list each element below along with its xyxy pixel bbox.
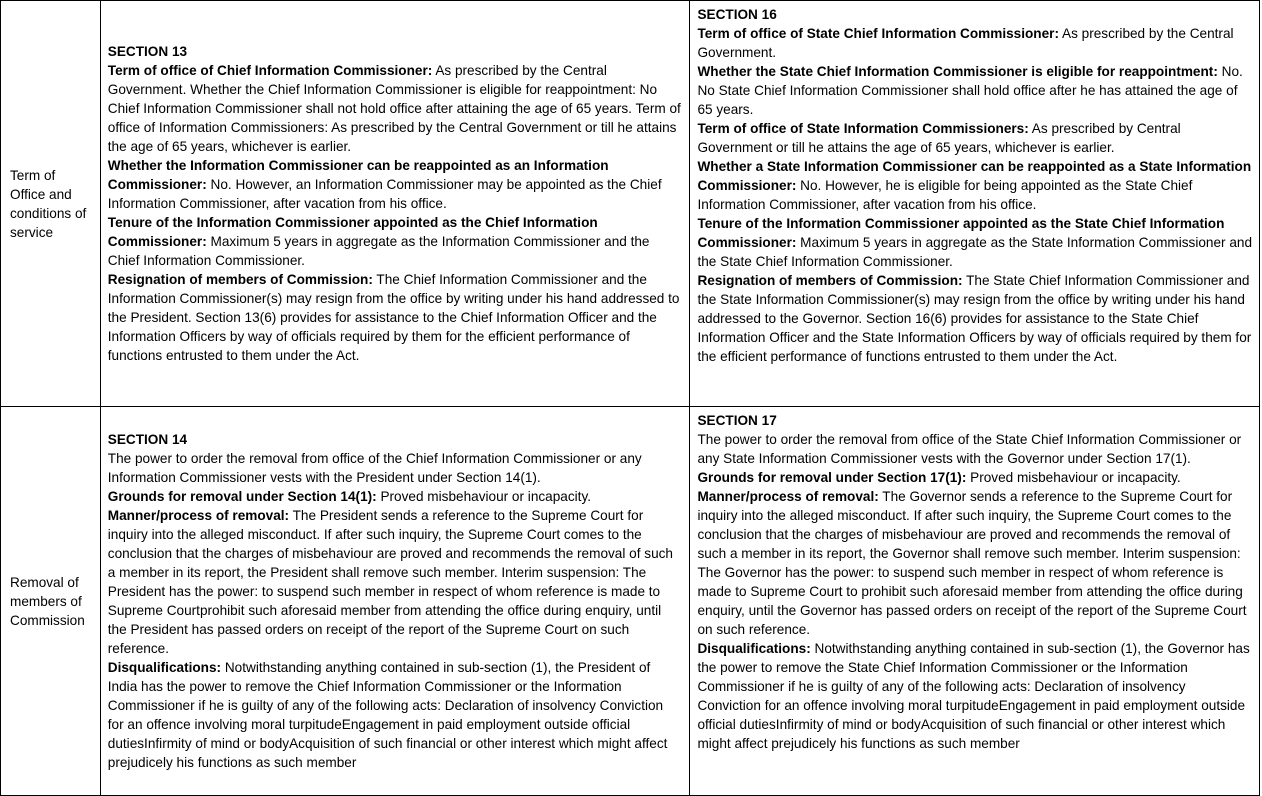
table-row — [1, 1, 1260, 407]
state-cell — [690, 1, 1260, 407]
paragraph: Resignation of members of Commission: The Chief Information Commissioner and the Information Commissioner(s) may resign from the office by writing under his hand addressed to the President. Section 13(6) provides for assistance to the Chief Information Officer and the Information Officers by way of officials required by them for the efficient performance of functions entrusted to them under the Act. — [107, 272, 680, 363]
paragraph: Whether the Information Commissioner can be reappointed as an Information Commissioner: No. However, an Information Commissioner may be appointed as the Chief Information Commissioner, after vacation from his office. — [107, 158, 662, 211]
paragraph: Term of office of State Chief Information Commissioner: As prescribed by the Central Government. — [697, 26, 1234, 60]
paragraph: Whether the State Chief Information Commissioner is eligible for reappointment: No. No State Chief Information Commissioner shall hold office after he has attained the age of 65 years. — [697, 64, 1243, 117]
paragraph: Tenure of the Information Commissioner appointed as the State Chief Information Commissioner: Maximum 5 years in aggregate as the State Information Commissioner and the State Chief Information Commissioner. — [697, 216, 1253, 269]
row-label: Removal of members of Commission — [1, 407, 101, 796]
section-heading: SECTION 13 — [107, 44, 188, 59]
paragraph: Grounds for removal under Section 14(1): Proved misbehaviour or incapacity. — [107, 489, 592, 504]
state-cell — [690, 407, 1260, 796]
paragraph: Tenure of the Information Commissioner appointed as the Chief Information Commissioner: Maximum 5 years in aggregate as the Information Commissioner and the Chief Information Commissioner. — [107, 215, 650, 268]
row-label: Term of Office and conditions of service — [1, 1, 101, 407]
paragraph: Disqualifications: Notwithstanding anything contained in sub-section (1), the Governor has the power to remove the State Chief Information Commissioner or the Information Commissioner if he is guilty of any of the following acts: Declaration of insolvency Conviction for an offence involving moral turpitudeEngagement in paid employment outside official dutiesInfirmity of mind or bodyAcquisition of such financial or other interest which might affect prejudicely his functions as such member — [697, 641, 1250, 751]
paragraph: Manner/process of removal: The Governor sends a reference to the Supreme Court for inquiry into the alleged misconduct. If after such inquiry, the Supreme Court comes to the conclusion that the charges of misbehaviour are proved and recommends the removal of such a member in its report, the Governor shall remove such member. Interim suspension: The Governor has the power: to suspend such member in respect of whom reference is made to Supreme Court to prohibit such aforesaid member from attending the office during enquiry, until the Governor has passed orders on receipt of the report of the Supreme Court on such reference. — [697, 489, 1247, 637]
paragraph: Manner/process of removal: The President sends a reference to the Supreme Court for inquiry into the alleged misconduct. If after such inquiry, the Supreme Court comes to the conclusion that the charges of misbehaviour are proved and recommends the removal of such a member in its report, the President shall remove such member. Interim suspension: The President has the power: to suspend such member in respect of whom reference is made to Supreme Courtprohibit such aforesaid member from attending the office during enquiry, until the President has passed orders on receipt of the report of the Supreme Court on such reference. — [107, 508, 673, 656]
paragraph: The power to order the removal from office of the State Chief Information Commissioner or any State Information Commissioner vests with the Governor under Section 17(1). — [697, 432, 1242, 466]
paragraph: Disqualifications: Notwithstanding anything contained in sub-section (1), the President of India has the power to remove the Chief Information Commissioner or the Information Commissioner if he is guilty of any of the following acts: Declaration of insolvency Conviction for an offence involving moral turpitudeEngagement in paid employment outside official dutiesInfirmity of mind or bodyAcquisition of such financial or other interest which might affect prejudicely his functions as such member — [107, 660, 668, 770]
table-row — [1, 407, 1260, 796]
section-heading: SECTION 17 — [697, 413, 777, 428]
paragraph: Term of office of State Information Commissioners: As prescribed by Central Government or till he attains the age of 65 years, whichever is earlier. — [697, 121, 1181, 155]
paragraph: The power to order the removal from office of the Chief Information Commissioner or any Information Commissioner vests with the President under Section 14(1). — [107, 451, 642, 485]
central-cell — [100, 1, 690, 407]
paragraph: Grounds for removal under Section 17(1): Proved misbehaviour or incapacity. — [697, 470, 1181, 485]
paragraph: Term of office of Chief Information Commissioner: As prescribed by the Central Government. Whether the Chief Information Commissioner is eligible for reappointment: No Chief Information Commissioner shall not hold office after attaining the age of 65 years. Term of office of Information Commissioners: As prescribed by the Central Government or till he attains the age of 65 years, whichever is earlier. — [107, 63, 681, 154]
section-heading: SECTION 16 — [697, 7, 777, 22]
paragraph: Whether a State Information Commissioner can be reappointed as a State Information Commissioner: No. However, he is eligible for being appointed as the State Chief Information Commissioner, after vacation from his office. — [697, 159, 1252, 212]
central-cell — [100, 407, 690, 796]
paragraph: Resignation of members of Commission: The State Chief Information Commissioner and the State Information Commissioner(s) may resign from the office by writing under his hand addressed to the Governor. Section 16(6) provides for assistance to the State Chief Information Officer and the State Information Officers by way of officials required by them for the efficient performance of functions entrusted to them under the Act. — [697, 273, 1252, 364]
section-heading: SECTION 14 — [107, 432, 188, 447]
